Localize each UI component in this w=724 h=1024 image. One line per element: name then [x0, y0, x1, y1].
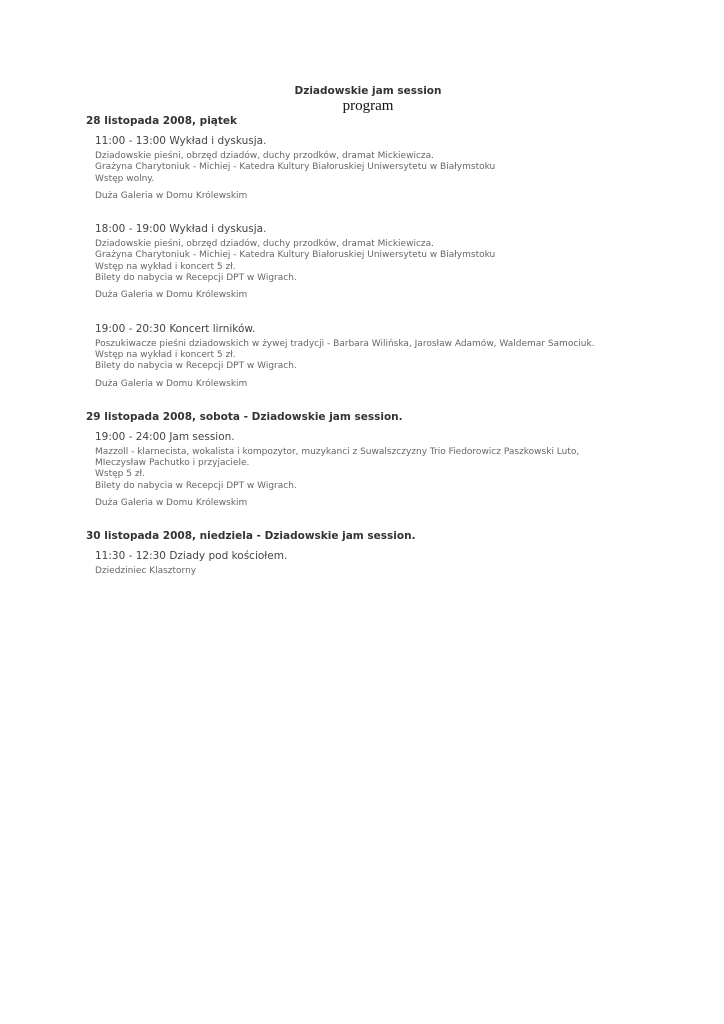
event-time: 11:00 - 13:00 Wykład i dyskusja.	[95, 135, 267, 147]
event-item	[95, 222, 646, 301]
program-document	[86, 84, 646, 598]
event-item	[95, 549, 646, 577]
event-venue: Duża Galeria w Domu Królewskim	[95, 190, 248, 201]
event-description-line: Grażyna Charytoniuk - Michiej - Katedra Kultury Białoruskiej Uniwersytetu w Białymstoku	[95, 162, 496, 173]
event-description-line: Dziadowskie pieśni, obrzęd dziadów, duchy przodków, dramat Mickiewicza.	[95, 239, 434, 250]
event-venue: Duża Galeria w Domu Królewskim	[95, 498, 248, 509]
day-section	[86, 529, 646, 577]
document-subtitle: program	[342, 98, 394, 114]
event-venue: Duża Galeria w Domu Królewskim	[95, 290, 248, 301]
document-header	[86, 84, 646, 114]
day-section	[86, 114, 646, 390]
event-description-line: Bilety do nabycia w Recepcji DPT w Wigrach.	[95, 361, 297, 372]
event-description-line: Bilety do nabycia w Recepcji DPT w Wigrach.	[95, 273, 297, 284]
event-venue: Duża Galeria w Domu Królewskim	[95, 378, 248, 389]
document-title: Dziadowskie jam session	[294, 85, 442, 97]
event-description-line: Wstęp na wykład i koncert 5 zł.	[95, 349, 236, 360]
day-heading: 29 listopada 2008, sobota - Dziadowskie jam session.	[86, 410, 403, 423]
event-description-line: Mazzoll - klarnecista, wokalista i kompozytor, muzykanci z Suwalszczyzny Trio Fiedorowicz Paszkowski Luto,	[95, 446, 580, 457]
event-item	[95, 322, 646, 390]
event-time: 18:00 - 19:00 Wykład i dyskusja.	[95, 223, 267, 236]
event-description-line: Wstęp wolny.	[95, 173, 155, 184]
event-time: 19:00 - 24:00 Jam session.	[95, 430, 235, 443]
day-heading: 28 listopada 2008, piątek	[86, 115, 237, 127]
event-item	[95, 430, 646, 509]
event-description-line: Grażyna Charytoniuk - Michiej - Katedra Kultury Białoruskiej Uniwersytetu w Białymstoku	[95, 250, 496, 261]
event-description-line: MIeczysław Pachutko i przyjaciele.	[95, 458, 250, 469]
event-description-line: Dziadowskie pieśni, obrzęd dziadów, duchy przodków, dramat Mickiewicza.	[95, 151, 434, 161]
event-item	[95, 134, 646, 202]
event-description-line: Bilety do nabycia w Recepcji DPT w Wigrach.	[95, 480, 297, 491]
day-heading: 30 listopada 2008, niedziela - Dziadowskie jam session.	[86, 530, 416, 543]
event-description-line: Wstęp na wykład i koncert 5 zł.	[95, 261, 236, 272]
day-section	[86, 410, 646, 509]
event-venue: Dziedziniec Klasztorny	[95, 566, 197, 577]
event-description-line: Wstęp 5 zł.	[95, 469, 145, 480]
event-time: 19:00 - 20:30 Koncert lirników.	[95, 322, 256, 335]
event-time: 11:30 - 12:30 Dziady pod kościołem.	[95, 550, 288, 563]
event-description-line: Poszukiwacze pieśni dziadowskich w żywej tradycji - Barbara Wilińska, Jarosław Adamów, Waldemar Samociuk.	[95, 338, 595, 349]
